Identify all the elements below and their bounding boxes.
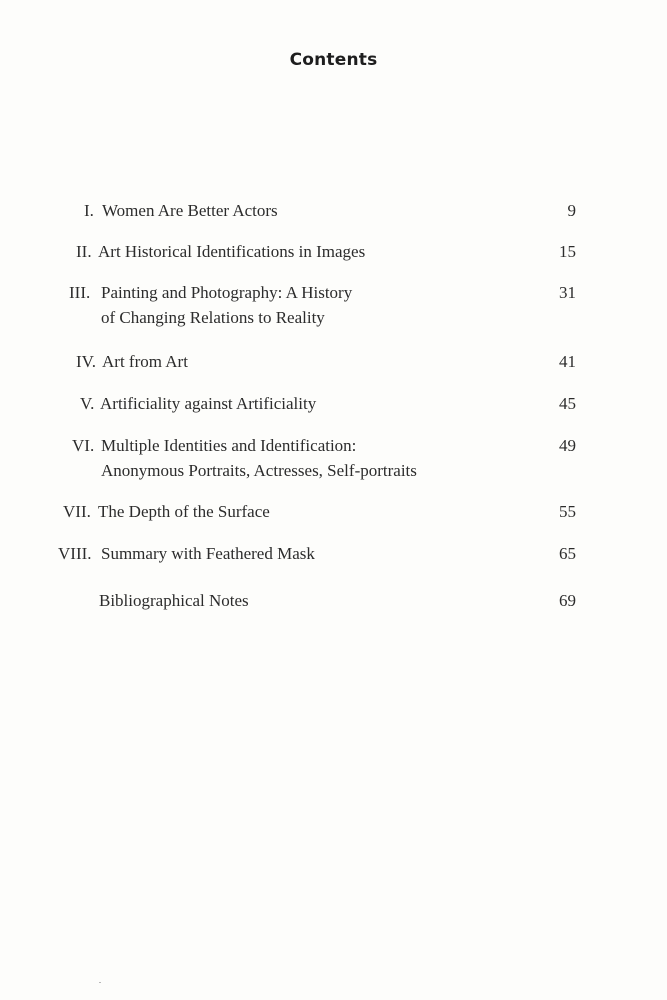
chapter-numeral: V. — [80, 394, 95, 413]
chapter-title-continuation: Anonymous Portraits, Actresses, Self-portraits — [101, 461, 417, 480]
page-number: 15 — [559, 242, 576, 261]
page-number: 55 — [559, 502, 576, 521]
chapter-numeral: I. — [84, 201, 94, 220]
chapter-numeral: VII. — [63, 502, 91, 521]
chapter-title: Summary with Feathered Mask — [101, 544, 315, 563]
page-number: 45 — [559, 394, 576, 413]
chapter-title: The Depth of the Surface — [98, 502, 270, 521]
chapter-numeral: IV. — [76, 352, 96, 371]
page-number: 69 — [559, 591, 576, 610]
chapter-numeral: VIII. — [58, 544, 92, 563]
scan-speck — [99, 982, 101, 983]
page-number: 31 — [559, 283, 576, 302]
chapter-title-continuation: of Changing Relations to Reality — [101, 308, 325, 327]
page-number: 41 — [559, 352, 576, 371]
section-title: Bibliographical Notes — [99, 591, 249, 610]
chapter-numeral: VI. — [72, 436, 95, 455]
page-number: 65 — [559, 544, 576, 563]
chapter-title: Art Historical Identifications in Images — [98, 242, 366, 261]
page-title: Contents — [289, 50, 378, 70]
chapter-numeral: II. — [76, 242, 92, 261]
chapter-title: Artificiality against Artificiality — [100, 394, 317, 413]
chapter-title: Women Are Better Actors — [102, 201, 278, 220]
chapter-title: Painting and Photography: A History — [101, 283, 353, 302]
chapter-title: Multiple Identities and Identification: — [101, 436, 357, 455]
page-number: 9 — [567, 201, 576, 220]
page-number: 49 — [559, 436, 576, 455]
chapter-numeral: III. — [69, 283, 91, 302]
chapter-title: Art from Art — [102, 352, 188, 371]
